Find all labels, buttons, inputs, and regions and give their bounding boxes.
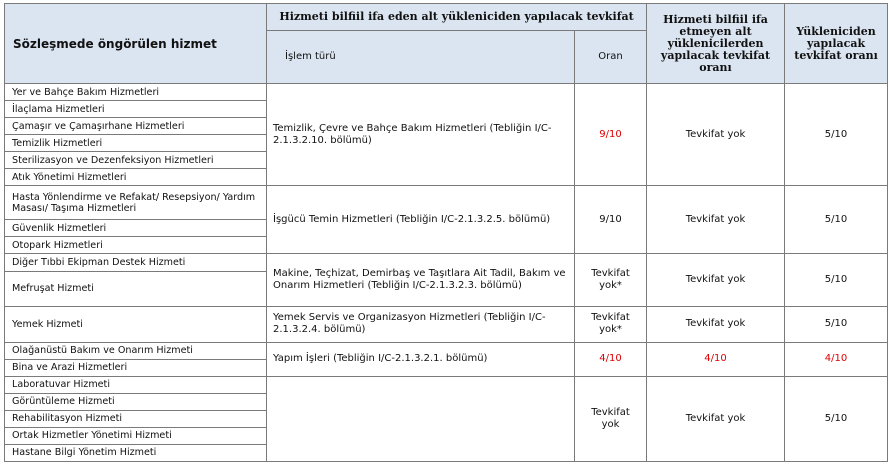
service-name: Otopark Hizmetleri <box>5 237 267 254</box>
service-name: Güvenlik Hizmetleri <box>5 220 267 237</box>
operation-type-cell: Makine, Teçhizat, Demirbaş ve Taşıtlara Ait Tadil, Bakım ve Onarım Hizmetleri (Tebliğin I/C-2.1.3.2.3. bölümü) <box>267 254 575 306</box>
rate-cell: Tevkifat yok* <box>575 306 647 342</box>
rate-cell: 9/10 <box>575 84 647 186</box>
service-name: Ortak Hizmetler Yönetimi Hizmeti <box>5 427 267 444</box>
header-non-performing-rate: Hizmeti bilfiil ifa etmeyen alt yüklenicilerden yapılacak tevkifat oranı <box>647 4 785 84</box>
service-name: Temizlik Hizmetleri <box>5 135 267 152</box>
service-name: Mefruşat Hizmeti <box>5 271 267 306</box>
non-performing-rate-cell: 4/10 <box>647 342 785 376</box>
rate-cell: 9/10 <box>575 186 647 254</box>
contractor-rate-cell: 5/10 <box>785 186 888 254</box>
contractor-rate-cell: 5/10 <box>785 254 888 306</box>
contractor-rate-cell: 5/10 <box>785 306 888 342</box>
non-performing-rate-cell: Tevkifat yok <box>647 376 785 461</box>
header-rate: Oran <box>575 31 647 84</box>
service-name: Yemek Hizmeti <box>5 306 267 342</box>
contractor-rate-cell: 4/10 <box>785 342 888 376</box>
operation-type-cell: İşgücü Temin Hizmetleri (Tebliğin I/C-2.1.3.2.5. bölümü) <box>267 186 575 254</box>
withholding-table <box>4 3 888 462</box>
header-contract-service: Sözleşmede öngörülen hizmet <box>5 4 267 84</box>
header-group-withholding: Hizmeti bilfiil ifa eden alt yükleniciden yapılacak tevkifat <box>267 4 647 31</box>
contractor-rate-cell: 5/10 <box>785 84 888 186</box>
non-performing-rate-cell: Tevkifat yok <box>647 254 785 306</box>
service-name: Laboratuvar Hizmeti <box>5 376 267 393</box>
service-name: Atık Yönetimi Hizmetleri <box>5 169 267 186</box>
non-performing-rate-cell: Tevkifat yok <box>647 306 785 342</box>
service-name: Diğer Tıbbi Ekipman Destek Hizmeti <box>5 254 267 271</box>
header-operation-type: İşlem türü <box>267 31 575 84</box>
service-name: Olağanüstü Bakım ve Onarım Hizmeti <box>5 342 267 359</box>
service-name: Bina ve Arazi Hizmetleri <box>5 359 267 376</box>
service-name: Çamaşır ve Çamaşırhane Hizmetleri <box>5 118 267 135</box>
service-name: Hastane Bilgi Yönetim Hizmeti <box>5 444 267 461</box>
operation-type-cell: Yapım İşleri (Tebliğin I/C-2.1.3.2.1. bölümü) <box>267 342 575 376</box>
service-name: Rehabilitasyon Hizmeti <box>5 410 267 427</box>
contractor-rate-cell: 5/10 <box>785 376 888 461</box>
rate-cell: 4/10 <box>575 342 647 376</box>
service-name: İlaçlama Hizmetleri <box>5 101 267 118</box>
non-performing-rate-cell: Tevkifat yok <box>647 186 785 254</box>
operation-type-cell: Yemek Servis ve Organizasyon Hizmetleri (Tebliğin I/C-2.1.3.2.4. bölümü) <box>267 306 575 342</box>
rate-cell: Tevkifat yok* <box>575 254 647 306</box>
service-name: Hasta Yönlendirme ve Refakat/ Resepsiyon/ Yardım Masası/ Taşıma Hizmetleri <box>5 186 267 220</box>
service-name: Yer ve Bahçe Bakım Hizmetleri <box>5 84 267 101</box>
non-performing-rate-cell: Tevkifat yok <box>647 84 785 186</box>
header-contractor-rate: Yükleniciden yapılacak tevkifat oranı <box>785 4 888 84</box>
rate-cell: Tevkifat yok <box>575 376 647 461</box>
service-name: Görüntüleme Hizmeti <box>5 393 267 410</box>
operation-type-cell <box>267 376 575 461</box>
operation-type-cell: Temizlik, Çevre ve Bahçe Bakım Hizmetleri (Tebliğin I/C-2.1.3.2.10. bölümü) <box>267 84 575 186</box>
service-name: Sterilizasyon ve Dezenfeksiyon Hizmetleri <box>5 152 267 169</box>
